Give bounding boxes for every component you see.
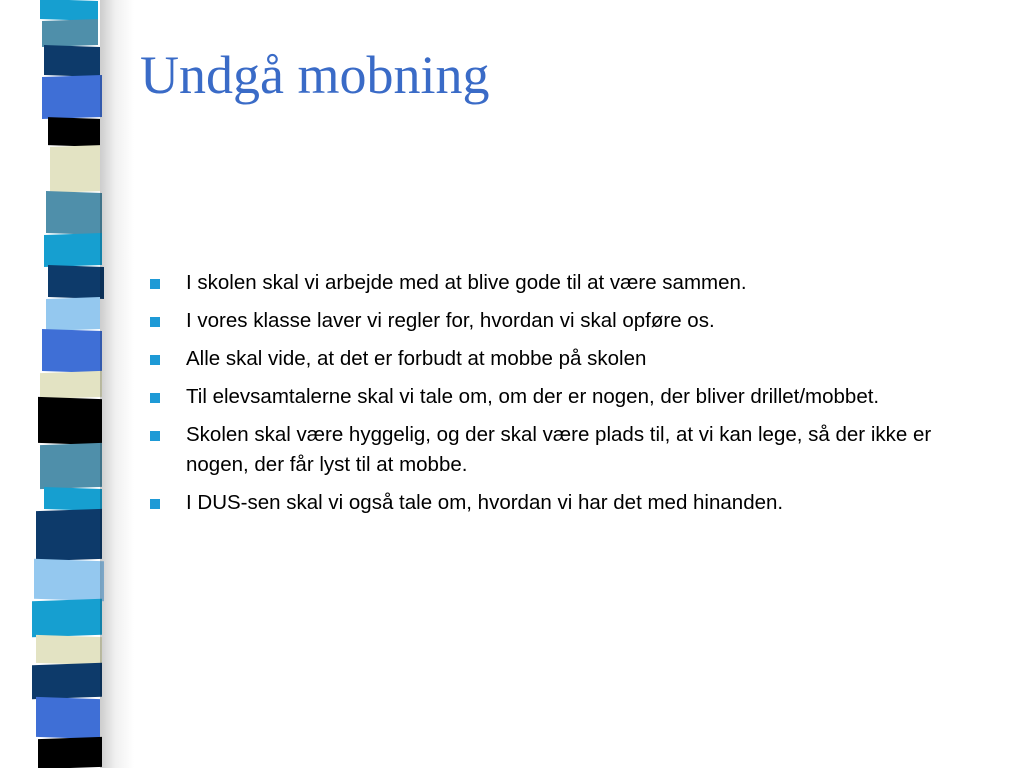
decorative-stripe xyxy=(50,145,100,193)
bullet-item-1 xyxy=(148,268,968,298)
bullet-item-5 xyxy=(148,420,968,480)
square-bullet-icon xyxy=(150,499,160,509)
decorative-stripe xyxy=(40,371,102,399)
decorative-stripe xyxy=(42,329,102,373)
decorative-stripe xyxy=(40,443,102,489)
decorative-stripe xyxy=(40,0,98,21)
square-bullet-icon xyxy=(150,431,160,441)
decorative-stripe xyxy=(38,397,102,445)
decorative-stripe xyxy=(44,487,102,511)
decorative-stripe xyxy=(44,233,102,267)
stripe-shadow xyxy=(100,0,134,768)
decorative-stripe xyxy=(48,265,104,299)
bullet-text: Skolen skal være hyggelig, og der skal være plads til, at vi kan lege, så der ikke er nogen, der får lyst til at mobbe. xyxy=(186,423,932,476)
decorative-stripe xyxy=(42,19,98,47)
decorative-stripe-column xyxy=(0,0,110,768)
decorative-stripe xyxy=(38,737,102,768)
bullet-text: I skolen skal vi arbejde med at blive gode til at være sammen. xyxy=(186,271,747,294)
decorative-stripe xyxy=(32,599,102,637)
bullet-text: I vores klasse laver vi regler for, hvordan vi skal opføre os. xyxy=(186,309,715,332)
bullet-item-6 xyxy=(148,488,968,518)
bullet-item-4 xyxy=(148,382,968,412)
bullet-list xyxy=(148,268,968,526)
decorative-stripe xyxy=(36,635,102,665)
decorative-stripe xyxy=(46,191,102,235)
decorative-stripe xyxy=(48,117,100,147)
square-bullet-icon xyxy=(150,393,160,403)
square-bullet-icon xyxy=(150,355,160,365)
bullet-item-3 xyxy=(148,344,968,374)
decorative-stripe xyxy=(32,663,102,699)
bullet-text: Alle skal vide, at det er forbudt at mobbe på skolen xyxy=(186,347,647,370)
decorative-stripe xyxy=(34,559,104,601)
decorative-stripe xyxy=(46,297,100,331)
square-bullet-icon xyxy=(150,279,160,289)
bullet-text: I DUS-sen skal vi også tale om, hvordan vi har det med hinanden. xyxy=(186,491,784,514)
slide-title: Undgå mobning xyxy=(140,45,490,105)
bullet-text: Til elevsamtalerne skal vi tale om, om der er nogen, der bliver drillet/mobbet. xyxy=(186,385,880,408)
decorative-stripe xyxy=(36,509,102,561)
decorative-stripe xyxy=(36,697,100,739)
bullet-item-2 xyxy=(148,306,968,336)
square-bullet-icon xyxy=(150,317,160,327)
decorative-stripe xyxy=(42,75,102,119)
decorative-stripe xyxy=(44,45,100,77)
